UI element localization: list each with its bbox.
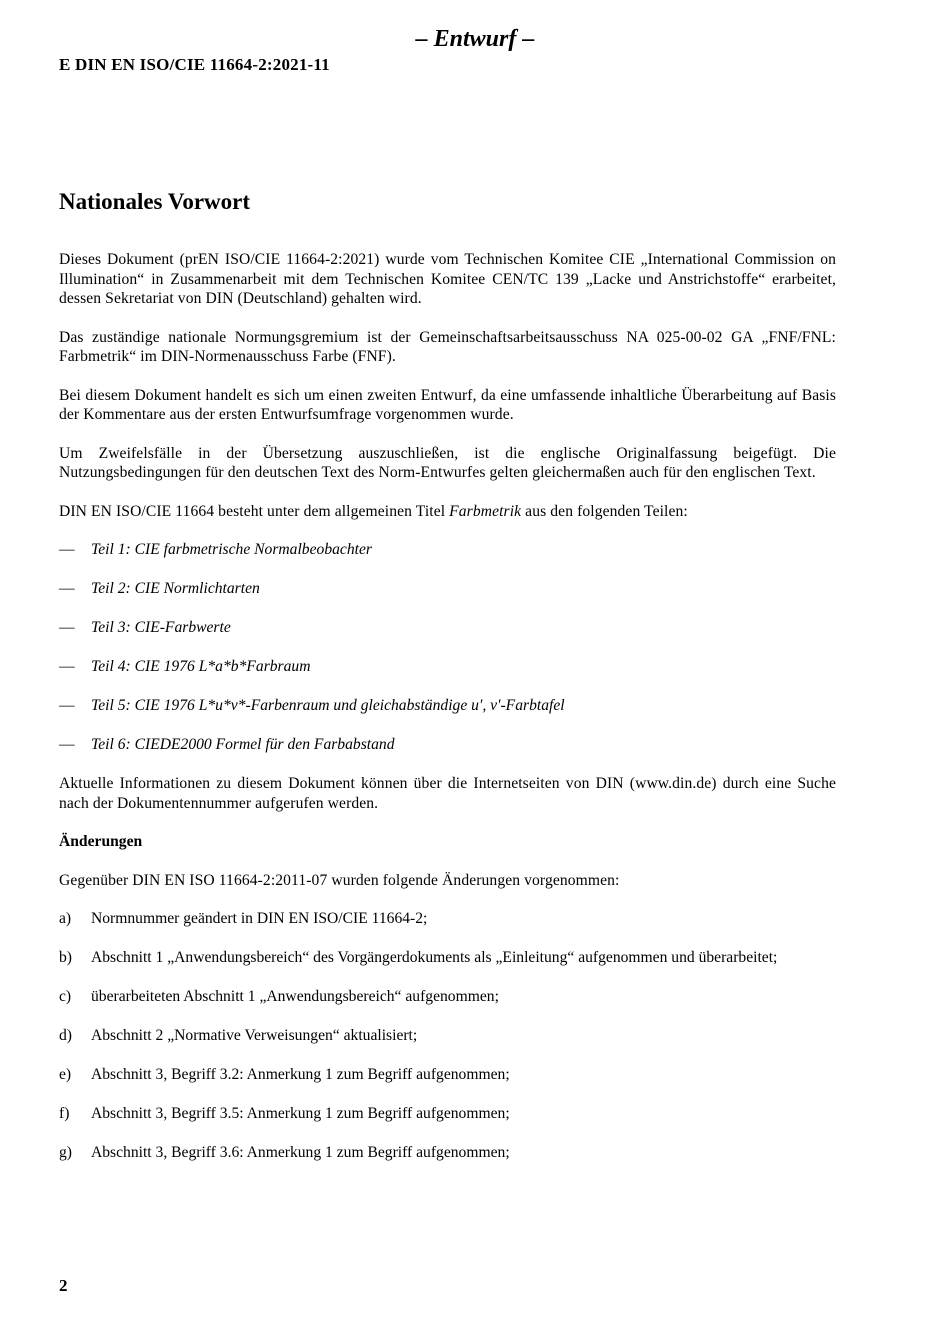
list-marker: g) <box>59 1144 72 1161</box>
list-item <box>59 909 836 929</box>
list-item <box>59 735 836 755</box>
list-item <box>59 1026 836 1046</box>
change-text: Abschnitt 3, Begriff 3.6: Anmerkung 1 zum Begriff aufgenommen; <box>91 1144 510 1161</box>
dash-marker: — <box>59 736 75 753</box>
paragraph: Das zuständige nationale Normungsgremium ist der Gemeinschaftsarbeitsausschuss NA 025-00-02 GA „FNF/FNL: Farbmetrik“ im DIN-Normenausschuss Farbe (FNF). <box>59 328 836 365</box>
part-title: Teil 6: CIEDE2000 Formel für den Farbabstand <box>91 736 395 753</box>
change-text: überarbeiteten Abschnitt 1 „Anwendungsbereich“ aufgenommen; <box>91 988 499 1005</box>
list-item <box>59 1065 836 1085</box>
change-text: Abschnitt 1 „Anwendungsbereich“ des Vorgängerdokuments als „Einleitung“ aufgenommen und überarbeitet; <box>91 949 778 966</box>
main-content <box>59 186 836 1182</box>
change-text: Abschnitt 3, Begriff 3.2: Anmerkung 1 zum Begriff aufgenommen; <box>91 1066 510 1083</box>
dash-marker: — <box>59 658 75 675</box>
part-title: Teil 3: CIE-Farbwerte <box>91 619 231 636</box>
dash-marker: — <box>59 580 75 597</box>
info-paragraph: Aktuelle Informationen zu diesem Dokument können über die Internetseiten von DIN (www.din.de) durch eine Suche nach der Dokumentennummer aufgerufen werden. <box>59 775 836 812</box>
list-marker: b) <box>59 949 72 966</box>
list-item <box>59 657 836 677</box>
list-item <box>59 579 836 599</box>
parts-intro-after: aus den folgenden Teilen: <box>521 502 688 520</box>
paragraph: Dieses Dokument (prEN ISO/CIE 11664-2:2021) wurde vom Technischen Komitee CIE „International Commission on Illumination“ in Zusammenarbeit mit dem Technischen Komitee CEN/TC 139 „Lacke und Anstrichstoffe“ erarbeitet, dessen Sekretariat von DIN (Deutschland) gehalten wird. <box>59 251 836 307</box>
parts-intro-before: DIN EN ISO/CIE 11664 besteht unter dem allgemeinen Titel <box>59 502 450 520</box>
list-item <box>59 696 836 716</box>
document-id: E DIN EN ISO/CIE 11664-2:2021-11 <box>59 55 330 74</box>
change-text: Abschnitt 3, Begriff 3.5: Anmerkung 1 zum Begriff aufgenommen; <box>91 1105 510 1122</box>
list-marker: f) <box>59 1105 70 1122</box>
changes-list <box>59 909 836 1163</box>
dash-marker: — <box>59 697 75 714</box>
paragraph: Um Zweifelsfälle in der Übersetzung auszuschließen, ist die englische Originalfassung beigefügt. Die Nutzungsbedingungen für den deutschen Text des Norm-Entwurfes gelten gleichermaßen auch für den englischen Text. <box>59 444 836 481</box>
dash-marker: — <box>59 619 75 636</box>
part-title: Teil 2: CIE Normlichtarten <box>91 580 260 597</box>
changes-heading: Änderungen <box>59 833 143 850</box>
changes-intro: Gegenüber DIN EN ISO 11664-2:2011-07 wurden folgende Änderungen vorgenommen: <box>59 871 620 889</box>
parts-intro <box>59 502 836 522</box>
list-marker: e) <box>59 1066 72 1083</box>
list-marker: c) <box>59 988 72 1005</box>
paragraph: Bei diesem Dokument handelt es sich um einen zweiten Entwurf, da eine umfassende inhaltliche Überarbeitung auf Basis der Kommentare aus der ersten Entwurfsumfrage vorgenommen wurde. <box>59 386 836 423</box>
section-title: Nationales Vorwort <box>59 189 251 214</box>
parts-list <box>59 540 836 755</box>
parts-intro-title: Farbmetrik <box>449 502 522 520</box>
draft-label: – Entwurf – <box>415 26 535 52</box>
list-item <box>59 618 836 638</box>
list-item <box>59 1143 836 1163</box>
list-marker: a) <box>59 910 72 927</box>
change-text: Normnummer geändert in DIN EN ISO/CIE 11664-2; <box>91 910 428 927</box>
change-text: Abschnitt 2 „Normative Verweisungen“ aktualisiert; <box>91 1027 418 1044</box>
list-marker: d) <box>59 1027 72 1044</box>
dash-marker: — <box>59 541 75 558</box>
list-item <box>59 987 836 1007</box>
part-title: Teil 4: CIE 1976 L*a*b*Farbraum <box>91 658 311 675</box>
list-item <box>59 948 836 968</box>
list-item <box>59 1104 836 1124</box>
list-item <box>59 540 836 560</box>
page-number: 2 <box>59 1276 68 1295</box>
part-title: Teil 5: CIE 1976 L*u*v*-Farbenraum und gleichabständige u′, v′-Farbtafel <box>91 697 565 714</box>
part-title: Teil 1: CIE farbmetrische Normalbeobachter <box>91 541 372 558</box>
